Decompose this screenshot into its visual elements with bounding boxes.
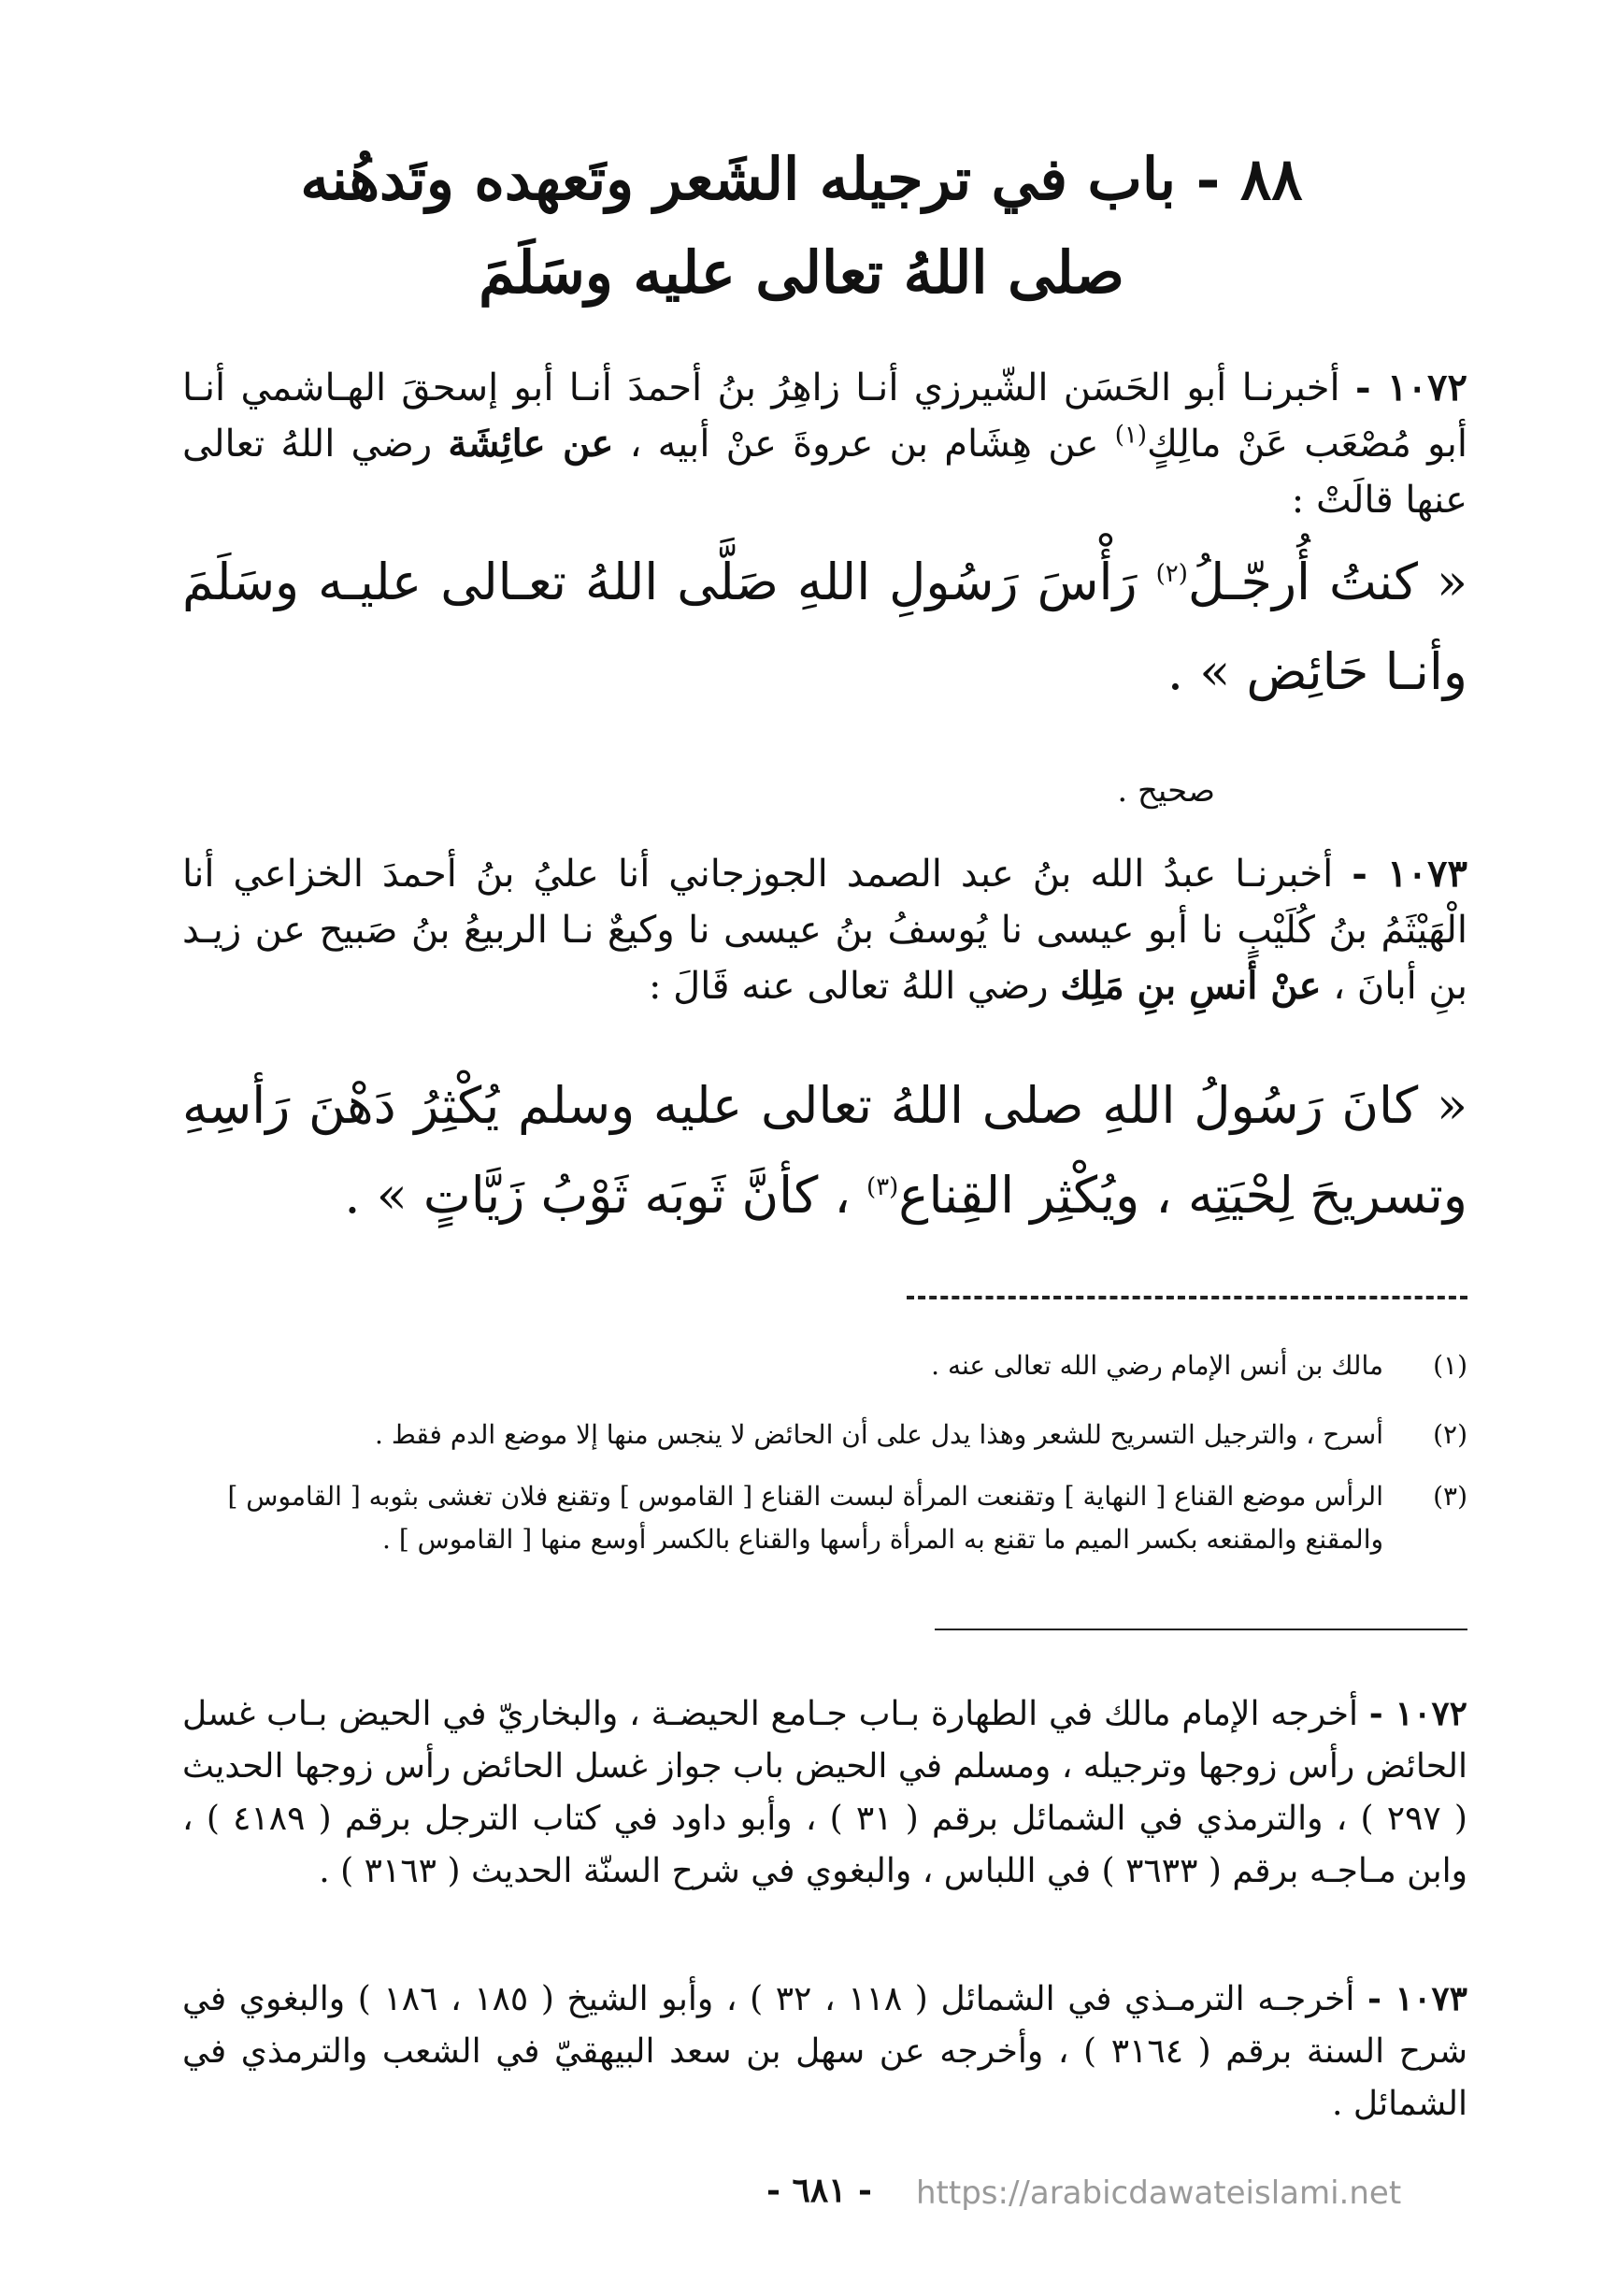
matn-text: رَأْسَ رَسُولِ اللهِ صَلَّى اللهُ تعـالى عليـه وسَلَمَ وأنـا حَائِض » .	[182, 552, 1467, 701]
hadith-grade: صحيح .	[1117, 772, 1215, 810]
narrator-name: عنْ أنسِ بنِ مَلِك	[1060, 964, 1322, 1008]
footnote-ref: (٣)	[866, 1173, 899, 1201]
matn-text: « كانَ رَسُولُ اللهِ صلى اللهُ تعالى عليه وسلم يُكْثِرُ دَهْنَ رَأسِهِ وتسريحَ لِحْيَتِه ، ويُكْثِر القِناع	[182, 1076, 1467, 1225]
footnote-marker: (٣)	[1433, 1481, 1467, 1512]
takhrij-1072	[182, 1687, 1467, 1898]
footnote-text: أسرح ، والترجيل التسريح للشعر وهذا يدل على أن الحائض لا ينجس منها إلا موضع الدم فقط .	[375, 1419, 1383, 1450]
isnad-text: عن هِشَام بن عروةَ عنْ أبيه ،	[613, 423, 1115, 466]
isnad-text: أخبرنـا عبدُ الله بنُ عبد الصمد الجوزجاني أنا عليُ بنُ أحمدَ الخزاعي أنا الْهَيْثَمُ بنُ كُلَيْبٍ نا أبو عيسى نا يُوسفُ بنُ عيسى نا وكيعٌ نـا الربيعُ بنُ صَبيح عن زيـد بنِ أبانَ ،	[182, 853, 1467, 1008]
narrator-name: عن عائِشَة	[448, 422, 614, 466]
watermark-url: https://arabicdawateislami.net	[916, 2174, 1402, 2212]
hadith-number: ١٠٧٣ -	[1352, 852, 1468, 896]
section-divider	[935, 1629, 1467, 1630]
matn-text: ، كأنَّ ثَوبَه ثَوْبُ زَيَّاتٍ » .	[344, 1166, 867, 1225]
footnote-ref: (١)	[1114, 421, 1148, 450]
takhrij-1073	[182, 1973, 1467, 2131]
footnote-marker: (٢)	[1433, 1419, 1467, 1450]
footnote	[182, 1344, 1467, 1387]
hadith-number: ١٠٧٢ -	[1368, 1694, 1467, 1733]
footnote-text: مالك بن أنس الإمام رضي الله تعالى عنه .	[931, 1350, 1383, 1381]
isnad-text: أخبرنـا أبو الحَسَن الشّيرزي أنـا زاهِرُ بنُ أحمدَ أنـا أبو إسحقَ الهـاشمي أنـا أبو مُصْعَب عَنْ مالِكٍ	[182, 366, 1468, 466]
footnote	[182, 1413, 1467, 1457]
isnad-text: رضي اللهُ تعالى عنها قالَتْ :	[182, 423, 1467, 522]
footnote-marker: (١)	[1433, 1350, 1467, 1381]
hadith-1072-matn	[182, 538, 1467, 717]
takhrij-text: أخرجه الإمام مالك في الطهارة بـاب جـامع الحيضـة ، والبخاريّ في الحيض بـاب غسل الحائض رأس زوجها وترجيله ، ومسلم في الحيض باب جواز غسل الحائض رأس زوجها الحديث ( ٢٩٧ ) ، والترمذي في الشمائل برقم ( ٣١ ) ، وأبو داود في كتاب الترجل برقم ( ٤١٨٩ ) ، وابن مـاجـه برقم ( ٣٦٣٣ ) في اللباس ، والبغوي في شرح السنّة الحديث ( ٣١٦٣ ) .	[182, 1695, 1467, 1890]
chapter-title-line1: ٨٨ - باب في ترجيله الشَعر وتَعهده وتَدهُنه	[300, 145, 1303, 213]
matn-text: « كنتُ أُرجّـلُ	[1187, 552, 1468, 611]
isnad-text: رضي اللهُ تعالى عنه قَالَ :	[648, 965, 1061, 1008]
hadith-1072-isnad	[182, 360, 1467, 528]
footnote-text: الرأس موضع القناع [ النهاية ] وتقنعت المرأة لبست القناع [ القاموس ] وتقنع فلان تغشى بثوبه [ القاموس ] والمقنع والمقنعه بكسر الميم ما تقنع به المرأة رأسها والقناع بالكسر أوسع منها [ القاموس ] .	[227, 1481, 1383, 1555]
footnote	[182, 1475, 1467, 1561]
footnote-ref: (٢)	[1155, 560, 1188, 588]
chapter-title-line2: صلى اللهُ تعالى عليه وسَلَمَ	[479, 238, 1124, 307]
takhrij-text: أخرجـه الترمـذي في الشمائل ( ١١٨ ، ٣٢ ) ، وأبو الشيخ ( ١٨٥ ، ١٨٦ ) والبغوي في شرح السنة برقم ( ٣١٦٤ ) ، وأخرجه عن سهل بن سعد البيهقيّ في الشعب والترمذي في الشمائل .	[182, 1980, 1468, 2123]
page-number: - ٦٨١ -	[766, 2171, 872, 2210]
hadith-number: ١٠٧٣ -	[1367, 1979, 1467, 2018]
hadith-number: ١٠٧٢ -	[1354, 366, 1467, 409]
hadith-1073-isnad	[182, 846, 1467, 1014]
hadith-1073-matn	[182, 1061, 1467, 1241]
footnote-separator	[907, 1296, 1467, 1299]
